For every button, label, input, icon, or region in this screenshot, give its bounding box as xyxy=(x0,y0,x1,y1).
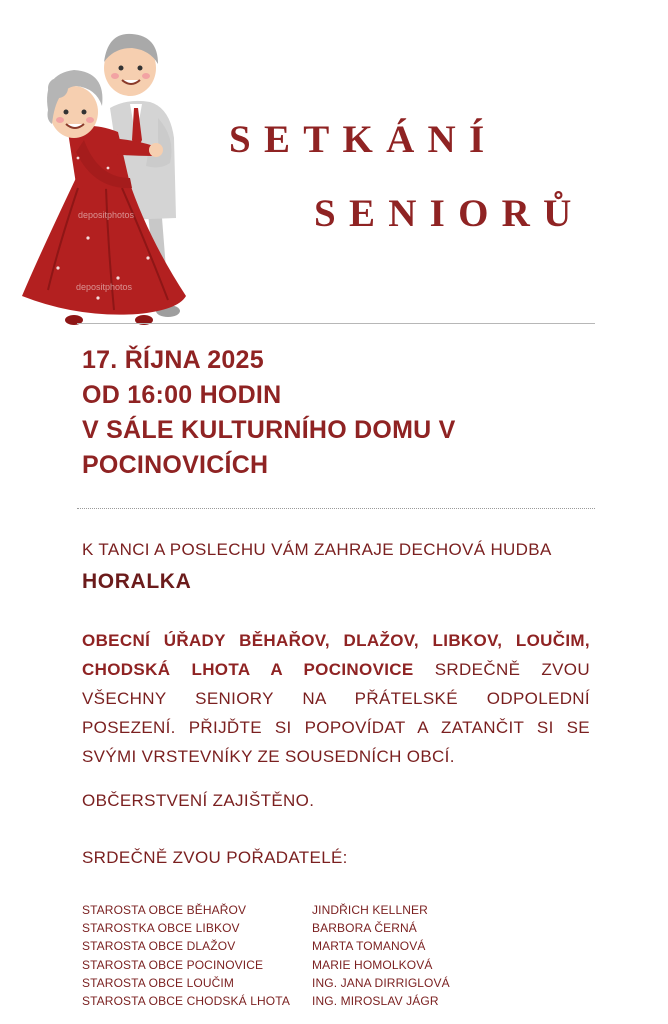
organizer-name: MARTA TOMANOVÁ xyxy=(312,939,426,954)
watermark-text: depositphotos xyxy=(76,282,133,292)
organizer-name: ING. MIROSLAV JÁGR xyxy=(312,994,439,1009)
organizer-role: STAROSTKA OBCE LIBKOV xyxy=(82,921,240,936)
organizer-role: STAROSTA OBCE BĚHAŘOV xyxy=(82,903,247,917)
invitation-text: SRDEČNĚ ZVOU VŠECHNY SENIORY NA PŘÁTELSKÉ ODPOLEDNÍ POSEZENÍ. PŘIJĎTE SI POPOVÍDAT A ZATANČIT SI SE SVÝMI VRSTEVNÍKY ZE SOUSEDNÍCH OBCÍ. xyxy=(82,660,590,766)
page-title xyxy=(0,0,668,300)
event-place-line-1: V SÁLE KULTURNÍHO DOMU V xyxy=(82,416,456,444)
event-time: OD 16:00 HODIN xyxy=(82,381,282,409)
organizer-role: STAROSTA OBCE DLAŽOV xyxy=(82,939,236,954)
organizer-row xyxy=(82,901,502,919)
organizer-row xyxy=(82,992,502,1010)
organizer-name: ING. JANA DIRRIGLOVÁ xyxy=(312,975,450,990)
watermark-text: depositphotos xyxy=(78,210,135,220)
invitation-paragraph xyxy=(82,626,590,771)
organizer-row xyxy=(82,974,502,992)
organizers-table xyxy=(82,901,502,1010)
organizer-row xyxy=(82,919,502,937)
title-line-1: SETKÁNÍ xyxy=(229,118,498,161)
divider-top xyxy=(77,323,595,324)
organizer-name: BARBORA ČERNÁ xyxy=(312,921,417,936)
organizers-heading: SRDEČNĚ ZVOU POŘADATELÉ: xyxy=(82,848,348,867)
organizer-role: STAROSTA OBCE CHODSKÁ LHOTA xyxy=(82,994,290,1009)
organizer-row xyxy=(82,937,502,955)
band-name: HORALKA xyxy=(82,570,192,593)
title-line-2: SENIORŮ xyxy=(314,192,585,235)
organizer-role: STAROSTA OBCE POCINOVICE xyxy=(82,957,264,972)
event-date: 17. ŘÍJNA 2025 xyxy=(82,346,264,374)
event-details xyxy=(82,343,602,483)
organizer-role: STAROSTA OBCE LOUČIM xyxy=(82,975,234,990)
invitation-hosts: OBECNÍ ÚŘADY BĚHAŘOV, DLAŽOV, LIBKOV, LOUČIM, CHODSKÁ LHOTA A POCINOVICE xyxy=(82,631,590,679)
organizer-name: MARIE HOMOLKOVÁ xyxy=(312,957,433,972)
refreshments-note: OBČERSTVENÍ ZAJIŠTĚNO. xyxy=(82,791,315,810)
divider-bottom xyxy=(77,508,595,509)
organizer-row xyxy=(82,956,502,974)
event-place-line-2: POCINOVICÍCH xyxy=(82,451,269,479)
music-intro: K TANCI A POSLECHU VÁM ZAHRAJE DECHOVÁ HUDBA xyxy=(82,540,552,559)
organizer-name: JINDŘICH KELLNER xyxy=(312,903,428,917)
